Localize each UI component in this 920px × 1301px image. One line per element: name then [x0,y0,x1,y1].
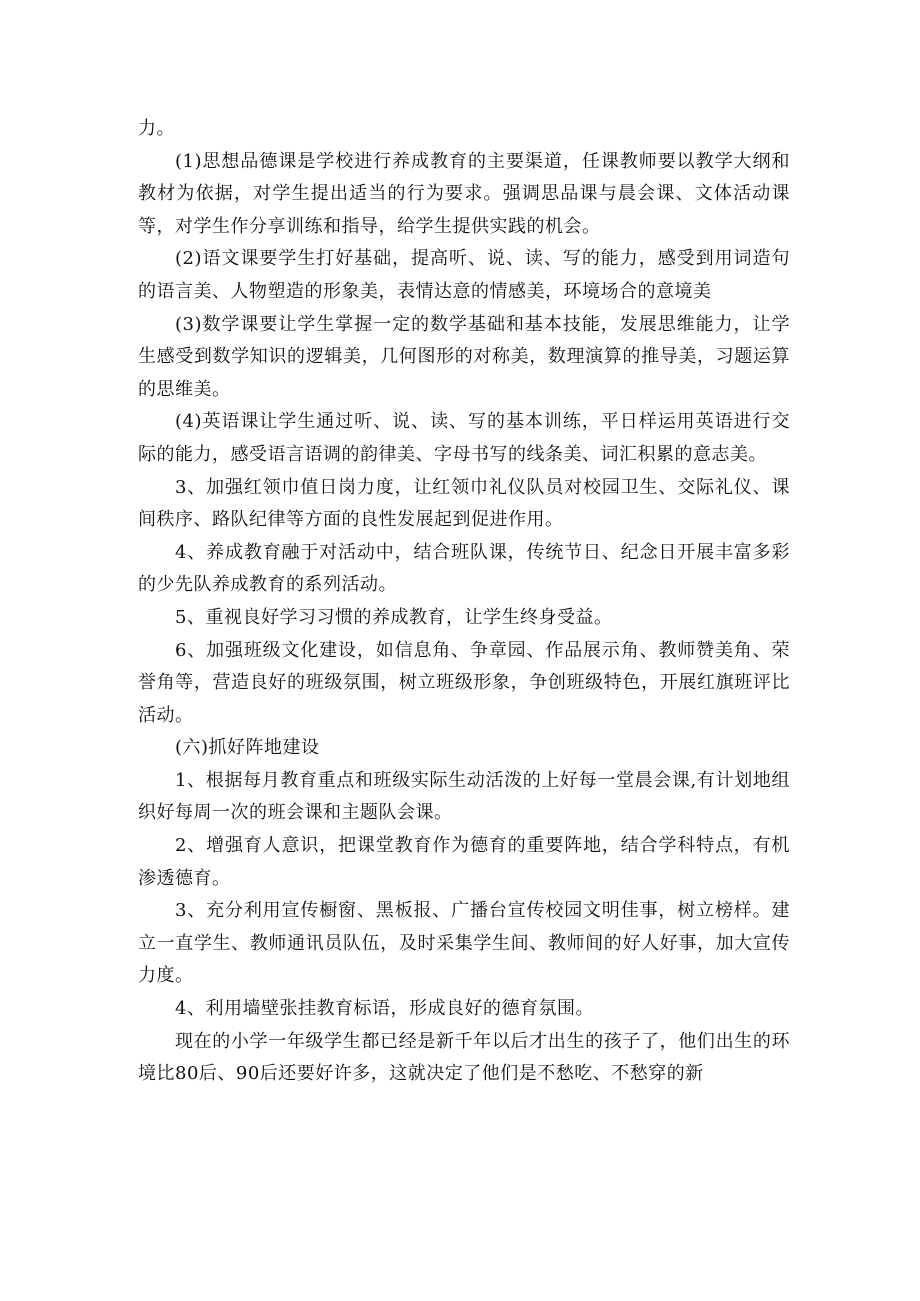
paragraph-math-class: (3)数学课要让学生掌握一定的数学基础和基本技能，发展思维能力，让学生感受到数学知识的逻辑美，几何图形的对称美，数理演算的推导美，习题运算的思维美。 [138,313,790,400]
paragraph-item-4-activities: 4、养成教育融于对活动中，结合班队课，传统节日、纪念日开展丰富多彩的少先队养成教育的系列活动。 [138,541,790,596]
paragraph-item-5-study-habits: 5、重视良好学习习惯的养成教育，让学生终身受益。 [175,606,613,628]
paragraph-base-item-3: 3、充分利用宣传橱窗、黑板报、广播台宣传校园文明佳事，树立榜样。建立一直学生、教师通讯员队伍，及时采集学生间、教师间的好人好事，加大宣传力度。 [138,900,790,987]
paragraph-base-item-4: 4、利用墙壁张挂教育标语，形成良好的德育氛围。 [175,998,594,1020]
paragraph-continuation: 力。 [138,118,175,139]
paragraph-base-item-1: 1、根据每月教育重点和班级实际生动活泼的上好每一堂晨会课,有计划地组织好每周一次的班会课和主题队会课。 [138,769,790,824]
paragraph-english-class: (4)英语课让学生通过听、说、读、写的基本训练，平日样运用英语进行交际的能力，感受语言语调的韵律美、字母书写的线条美、词汇积累的意志美。 [138,411,790,465]
paragraph-chinese-class: (2)语文课要学生打好基础，提高听、说、读、写的能力，感受到用词造句的语言美、人物塑造的形象美，表情达意的情感美，环境场合的意境美 [138,248,790,302]
section-heading-six: (六)抓好阵地建设 [175,737,320,759]
paragraph-first-graders: 现在的小学一年级学生都已经是新千年以后才出生的孩子了，他们出生的环境比80后、90后还要好许多，这就决定了他们是不愁吃、不愁穿的新 [138,1030,790,1085]
paragraph-item-3-red-scarf: 3、加强红领巾值日岗力度，让红领巾礼仪队员对校园卫生、交际礼仪、课间秩序、路队纪律等方面的良性发展起到促进作用。 [138,476,790,531]
paragraph-moral-education: (1)思想品德课是学校进行养成教育的主要渠道，任课教师要以教学大纲和教材为依据，对学生提出适当的行为要求。强调思品课与晨会课、文体活动课等，对学生作分享训练和指导，给学生提供实践的机会。 [138,150,790,237]
document-body [138,113,790,1091]
paragraph-base-item-2: 2、增强育人意识，把课堂教育作为德育的重要阵地，结合学科特点，有机渗透德育。 [138,835,790,889]
paragraph-item-6-class-culture: 6、加强班级文化建设，如信息角、争章园、作品展示角、教师赞美角、荣誉角等，营造良好的班级氛围，树立班级形象，争创班级特色，开展红旗班评比活动。 [138,639,790,726]
